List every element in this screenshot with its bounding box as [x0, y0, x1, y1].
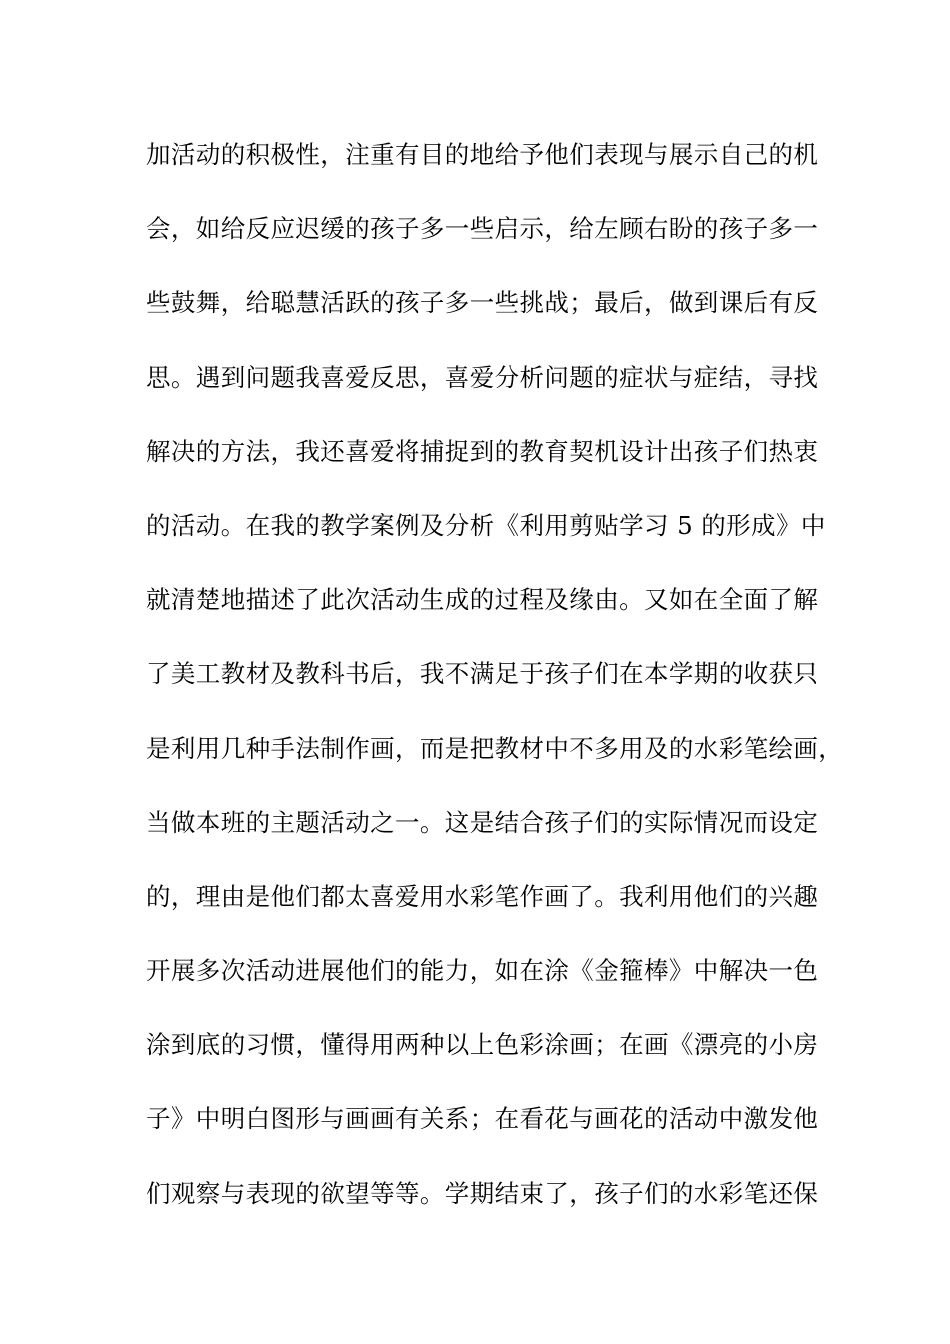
text-line: 加活动的积极性，注重有目的地给予他们表现与展示自己的机: [146, 140, 819, 169]
text-line: 些鼓舞，给聪慧活跃的孩子多一些挑战；最后，做到课后有反: [146, 288, 819, 318]
text-line: 思。遇到问题我喜爱反思，喜爱分析问题的症状与症结，寻找: [146, 362, 819, 392]
text-line: 涂到底的习惯，懂得用两种以上色彩涂画；在画《漂亮的小房: [146, 1030, 819, 1060]
body-text: [146, 130, 844, 1243]
text-line: 了美工教材及教科书后，我不满足于孩子们在本学期的收获只: [146, 659, 819, 689]
text-line: 的，理由是他们都太喜爱用水彩笔作画了。我利用他们的兴趣: [146, 881, 819, 911]
text-line: 解决的方法，我还喜爱将捕捉到的教育契机设计出孩子们热衷: [146, 436, 819, 466]
text-line: 是利用几种手法制作画，而是把教材中不多用及的水彩笔绘画，: [146, 733, 844, 763]
text-line: 们观察与表现的欲望等等。学期结束了，孩子们的水彩笔还保: [146, 1178, 819, 1208]
text-line: 会，如给反应迟缓的孩子多一些启示，给左顾右盼的孩子多一: [146, 214, 819, 244]
text-line: 当做本班的主题活动之一。这是结合孩子们的实际情况而设定: [146, 807, 819, 837]
text-line: 子》中明白图形与画画有关系；在看花与画花的活动中激发他: [146, 1104, 819, 1134]
text-line: 的活动。在我的教学案例及分析《利用剪贴学习 5 的形成》中: [146, 510, 826, 540]
text-line: 就清楚地描述了此次活动生成的过程及缘由。又如在全面了解: [146, 585, 819, 615]
text-line: 开展多次活动进展他们的能力，如在涂《金箍棒》中解决一色: [146, 956, 819, 986]
